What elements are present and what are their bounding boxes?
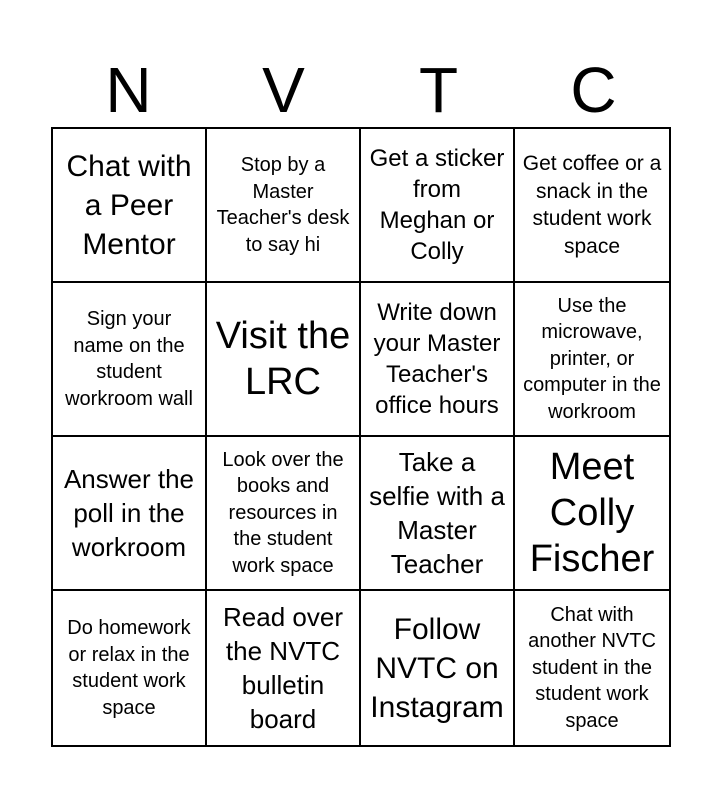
bingo-cell-r1c2[interactable]	[207, 129, 361, 283]
cell-text: Answer the poll in the workroom	[63, 464, 195, 562]
header-letter-v: V	[262, 54, 305, 126]
cell-text: Chat with another NVTC student in the student work space	[528, 603, 656, 732]
bingo-cell-r2c3[interactable]	[361, 283, 515, 437]
cell-text: Stop by a Master Teacher's desk to say hi	[216, 154, 350, 256]
cell-text: Get a sticker from Meghan or Colly	[369, 145, 505, 265]
cell-text: Visit the LRC	[215, 315, 351, 403]
bingo-cell-r1c1[interactable]	[53, 129, 207, 283]
bingo-cell-r3c2[interactable]	[207, 437, 361, 591]
bingo-cell-r3c4[interactable]	[515, 437, 669, 591]
bingo-header	[51, 52, 671, 128]
bingo-cell-r4c2[interactable]	[207, 591, 361, 745]
bingo-cell-r2c4[interactable]	[515, 283, 669, 437]
cell-text: Write down your Master Teacher's office hours	[373, 299, 501, 419]
bingo-cell-r2c1[interactable]	[53, 283, 207, 437]
cell-text: Use the microwave, printer, or computer in the workroom	[523, 294, 661, 423]
bingo-cell-r4c1[interactable]	[53, 591, 207, 745]
bingo-cell-r4c4[interactable]	[515, 591, 669, 745]
cell-text: Do homework or relax in the student work space	[67, 617, 191, 719]
cell-text: Meet Colly Fischer	[529, 446, 655, 580]
bingo-cell-r3c1[interactable]	[53, 437, 207, 591]
cell-text: Read over the NVTC bulletin board	[223, 602, 343, 734]
cell-text: Follow NVTC on Instagram	[370, 612, 504, 724]
header-letter-t: T	[418, 54, 459, 126]
bingo-cell-r1c3[interactable]	[361, 129, 515, 283]
cell-text: Take a selfie with a Master Teacher	[369, 447, 505, 579]
header-letter-c: C	[570, 54, 617, 126]
cell-text: Chat with a Peer Mentor	[66, 149, 192, 261]
cell-text: Get coffee or a snack in the student work space	[522, 152, 662, 258]
bingo-cell-r4c3[interactable]	[361, 591, 515, 745]
bingo-cell-r1c4[interactable]	[515, 129, 669, 283]
cell-text: Sign your name on the student workroom wall	[65, 308, 193, 410]
bingo-board	[51, 127, 671, 747]
header-letter-n: N	[105, 54, 152, 126]
cell-text: Look over the books and resources in the student work space	[222, 448, 344, 577]
bingo-cell-r3c3[interactable]	[361, 437, 515, 591]
bingo-cell-r2c2[interactable]	[207, 283, 361, 437]
